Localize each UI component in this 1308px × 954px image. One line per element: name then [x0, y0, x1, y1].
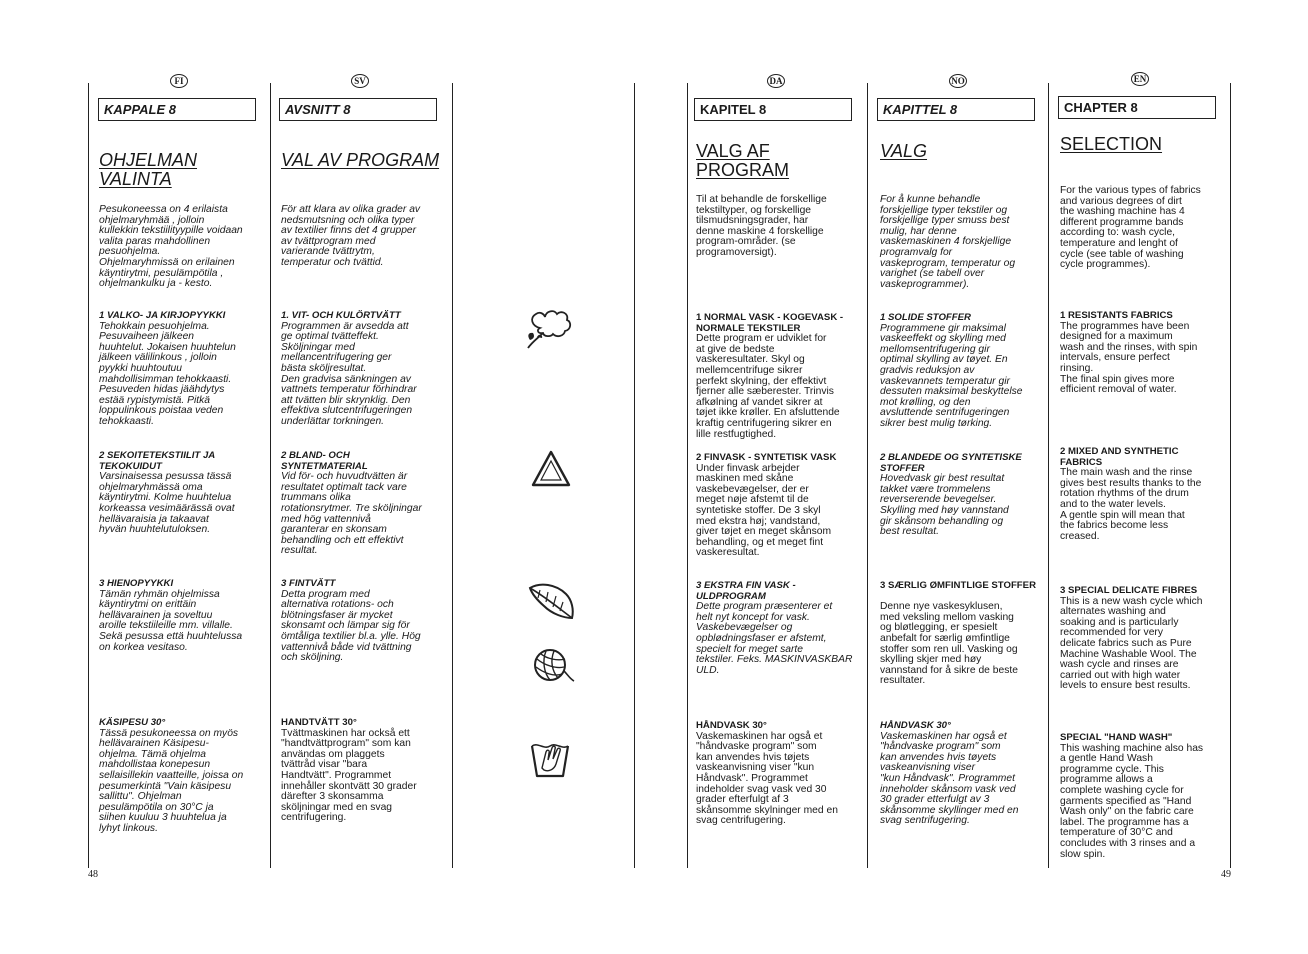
program-body: Tehokkain pesuohjelma. Pesuvaiheen jälkeen huuhtelut. Jokaisen huuhtelun jälkeen välilinkous , jolloin pyykki huuhtoutuu mahdollisimman tehokkaasti. Pesuveden hidas jäähdytys estää rypistymistä. Pitkä loppulinkous poistaa veden tehokkaasti.: [99, 320, 236, 427]
language-badge-da: DA: [767, 74, 785, 88]
section-title: VALG AF PROGRAM: [696, 141, 790, 180]
page-number-right: 49: [1221, 869, 1231, 880]
program-body: Dette program præsenterer et helt nyt koncept for vask. Vaskebevægelser og opblødningsfaser er afstemt, specielt for meget sarte tekstiler. Feks. MASKINVASKBAR ULD.: [696, 601, 853, 676]
chapter-heading: CHAPTER 8: [1058, 96, 1216, 119]
wool-yarn-icon: [528, 641, 576, 687]
intro-text: För att klara av olika grader av nedsmutsning och olika typer av textilier finns det 4 grupper av tvättprogram med varierande tvättrytm, temperatur och tvättid.: [281, 204, 421, 268]
program-heading: SPECIAL "HAND WASH": [1060, 732, 1173, 743]
program-heading: 3 SPECIAL DELICATE FIBRES: [1060, 585, 1198, 596]
program-body: Vid för- och huvudtvätten är resultatet optimalt tack vare trummans olika rotationsrytmer. Tre sköljningar med hög vattennivå garanterar en skonsam behandling och ett effektivt resultat.: [281, 471, 422, 557]
program-body: Programmene gir maksimal vaskeeffekt og skylling med mellomsentrifugering gir optimal skylling av tøyet. En gradvis reduksjon av vaskevannets temperatur gir dessuten maksimal beskyttelse mot krølling, og den avsluttende sentrifugeringen sikrer best mulig tørking.: [880, 322, 1023, 429]
cotton-flower-icon: [524, 308, 576, 352]
page-number-left: 48: [88, 869, 98, 880]
program-section: [880, 581, 1036, 687]
program-section: [1060, 586, 1203, 692]
section-title: VALG: [880, 141, 928, 161]
chapter-heading: KAPPALE 8: [98, 98, 256, 121]
intro-text: Til at behandle de forskellige tekstiltyper, og forskellige tilsmudsningsgrader, har denne maskine 4 forskellige program-områder. (se programoversigt).: [696, 194, 827, 258]
hand-wash-icon: [526, 732, 574, 780]
program-body: Tvättmaskinen har också ett "handtvättprogram" som kan användas om plaggets tvättråd visar "bara Handtvätt". Programmet innehåller skontvätt 30 grader därefter 3 skonsamma sköljningar med en svag centrifugering.: [281, 727, 417, 824]
column-no: [877, 98, 1035, 121]
program-section: [1060, 311, 1197, 396]
chapter-heading: AVSNITT 8: [279, 98, 437, 121]
program-section: [281, 579, 421, 664]
program-heading: 2 MIXED AND SYNTHETIC FABRICS: [1060, 446, 1179, 468]
column-rule: [1048, 83, 1049, 868]
intro-text: For the various types of fabrics and various degrees of dirt the washing machine has 4 different programme bands according to: wash cycle, temperature and lenght of cycle (see table of washing cycle programmes).: [1060, 185, 1201, 271]
program-body: Vaskemaskinen har også et "håndvaske program" som kan anvendes hvis tøjets vaskeanvisning viser "kun Håndvask". Programmet indeholder svag vask ved 30 grader efterfulgt af 3 skånsomme skylninger med en svag centrifugering.: [696, 730, 838, 827]
column-rule: [687, 83, 688, 868]
program-heading: 3 HIENOPYYKKI: [99, 578, 174, 589]
program-body: Varsinaisessa pesussa tässä ohjelmaryhmässä oma käyntirytmi. Kolme huuhtelua korkeassa vesimäärässä ovat hellävaraisia ja takaavat hyvän huuhtelutuloksen.: [99, 471, 235, 536]
column-sv: [279, 98, 437, 121]
program-heading: 1 RESISTANTS FABRICS: [1060, 310, 1173, 321]
program-section: [696, 721, 838, 827]
program-section: [880, 453, 1022, 538]
program-section: [99, 718, 243, 835]
program-heading: 3 FINTVÄTT: [281, 578, 336, 589]
program-body: This washing machine also has a gentle Hand Wash programme cycle. This programme allows a complete washing cycle for garments specified as "Hand Wash only" on the fabric care label. The programme has a temperature of 30°C and concludes with 3 rinses and a slow spin.: [1060, 742, 1204, 860]
section-title: SELECTION: [1060, 134, 1163, 154]
language-badge-en: EN: [1131, 72, 1149, 86]
feather-icon: [526, 580, 578, 622]
program-heading: 2 SEKOITETEKSTIILIT JA TEKOKUIDUT: [99, 450, 216, 472]
section-title: VAL AV PROGRAM: [281, 150, 440, 170]
program-body: Tämän ryhmän ohjelmissa käyntirytmi on erittäin hellävarainen ja soveltuu aroille tekstiileille mm. villalle. Sekä pesussa että huuhtelussa on korkea vesitaso.: [99, 588, 243, 653]
column-rule: [1230, 83, 1231, 868]
program-section: [880, 721, 1019, 827]
program-section: [696, 313, 843, 440]
section-title: OHJELMAN VALINTA: [99, 150, 198, 189]
program-section: [1060, 733, 1203, 860]
column-rule: [270, 83, 271, 868]
program-heading: 2 BLANDEDE OG SYNTETISKE STOFFER: [880, 452, 1022, 474]
program-heading: 2 BLAND- OCH SYNTETMATERIAL: [281, 450, 368, 472]
intro-text: Pesukoneessa on 4 erilaista ohjelmaryhmää , jolloin kullekkin tekstiilityypille voidaan valita paras mahdollinen pesuohjelma. Ohjelmaryhmissä on erilainen käyntirytmi, pesulämpötila , ohjelmankulku ja - kesto.: [99, 204, 243, 290]
intro-text: For å kunne behandle forskjellige typer tekstiler og forskjellige typer smuss best mulig, har denne vaskemaskinen 4 forskjellige programvalg for vaskeprogram, temperatur og varighet (se tabell over vaskeprogrammer).: [880, 194, 1016, 290]
program-body: Dette program er udviklet for at give de bedste vaskeresultater. Skyl og mellemcentrifuge sikrer perfekt skylning, der effektivt fjerner alle sæberester. Trinvis afkølning af vandet sikrer at tøjet ikke krøller. En afsluttende kraftig centrifugering sikrer en lille restfugtighed.: [696, 333, 840, 440]
program-heading: KÄSIPESU 30°: [99, 717, 166, 728]
program-section: [880, 313, 1023, 430]
language-badge-no: NO: [949, 74, 967, 88]
program-body: Hovedvask gir best resultat takket være trommelens reverserende bevegelser. Skylling med høy vannstand gir skånsom behandling og best resultat.: [880, 473, 1009, 538]
program-section: [99, 579, 242, 653]
column-rule: [88, 83, 89, 868]
program-body: The main wash and the rinse gives best results thanks to the rotation rhythms of the drum and to the water levels. A gentle spin will mean that the fabrics become less creased.: [1060, 467, 1202, 542]
program-heading: 3 EKSTRA FIN VASK - ULDPROGRAM: [696, 580, 796, 602]
program-heading: 1 SOLIDE STOFFER: [880, 312, 971, 323]
language-badge-sv: SV: [351, 74, 369, 88]
program-heading: 1 VALKO- JA KIRJOPYYKKI: [99, 310, 226, 321]
chapter-heading: KAPITTEL 8: [877, 98, 1035, 121]
column-rule: [867, 83, 868, 868]
program-body: This is a new wash cycle which alternates washing and soaking and is particularly recommended for very delicate fabrics such as Pure Machine Washable Wool. The wash cycle and rinses are carried out with high water levels to ensure best results.: [1060, 595, 1203, 692]
program-section: [281, 311, 417, 428]
program-section: [696, 453, 836, 559]
program-section: [1060, 447, 1201, 542]
program-section: [99, 311, 236, 428]
column-da: [694, 98, 852, 121]
program-body: Programmen är avsedda att ge optimal tvätteffekt. Sköljningar med mellancentrifugering ger bästa sköljresultat. Den gradvisa sänkningen av vattnets temperatur förhindrar att tvätten blir skrynklig. Den effektiva slutcentrifugeringen underlättar torkningen.: [281, 320, 417, 427]
language-badge-fi: FI: [170, 74, 188, 88]
program-body: Detta program med alternativa rotations- och blötningsfaser är mycket skonsamt och lämpar sig för ömtåliga textilier bl.a. ylle. Hög vattennivå både vid tvättning och sköljning.: [281, 588, 421, 664]
program-heading: 2 FINVASK - SYNTETISK VASK: [696, 452, 837, 463]
chapter-heading: KAPITEL 8: [694, 98, 852, 121]
column-en: [1058, 96, 1216, 119]
program-heading: 1. VIT- OCH KULÖRTVÄTT: [281, 310, 401, 321]
program-section: [281, 451, 422, 557]
program-body: Denne nye vaskesyklusen, med veksling mellom vasking og bløtlegging, er spesielt anbefalt for særlig ømfintlige stoffer som ren ull. Vasking og skylling skjer med høy vannstand for å sikre de beste resultater.: [880, 601, 1018, 687]
program-body: Under finvask arbejder maskinen med skåne vaskebevægelser, der er meget nøje afstemt til de syntetiske stoffer. De 3 skyl med ekstra høj; vandstand, giver tøjet en meget skånsom behandling, og et meget fint vaskeresultat.: [696, 462, 832, 559]
synthetic-triangle-icon: [530, 449, 572, 489]
program-section: [696, 581, 852, 676]
program-section: [99, 451, 235, 536]
program-body: The programmes have been designed for a maximum wash and the rinses, with spin intervals, ensure perfect rinsing. The final spin gives more efficient removal of water.: [1060, 320, 1198, 396]
program-heading: 1 NORMAL VASK - KOGEVASK - NORMALE TEKSTILER: [696, 312, 844, 334]
program-heading: HÅNDVASK 30°: [696, 720, 767, 731]
program-heading: HANDTVÄTT 30°: [281, 717, 357, 728]
program-heading: HÅNDVASK 30°: [880, 720, 951, 731]
column-fi: [98, 98, 256, 121]
program-body: Vaskemaskinen har også et "håndvaske program" som kan anvendes hvis tøyets vaskeanvisning viser "kun Håndvask". Programmet inneholder skånsom vask ved 30 grader etterfulgt av 3 skånsomme skyllinger med en svag sentrifugering.: [880, 730, 1019, 827]
program-heading: 3 SÆRLIG ØMFINTLIGE STOFFER: [880, 580, 1036, 591]
column-rule: [452, 83, 453, 868]
program-section: [281, 718, 417, 824]
program-body: Tässä pesukoneessa on myös hellävarainen Käsipesu- ohjelma. Tämä ohjelma mahdollistaa konepesun sellaisillekin vaatteille, joissa on pesumerkintä "Vain käsipesu sallittu". Ohjelman pesulämpötila on 30°C ja siihen kuuluu 3 huuhtelua ja lyhyt linkous.: [99, 727, 244, 834]
center-fold-rule: [634, 83, 635, 868]
